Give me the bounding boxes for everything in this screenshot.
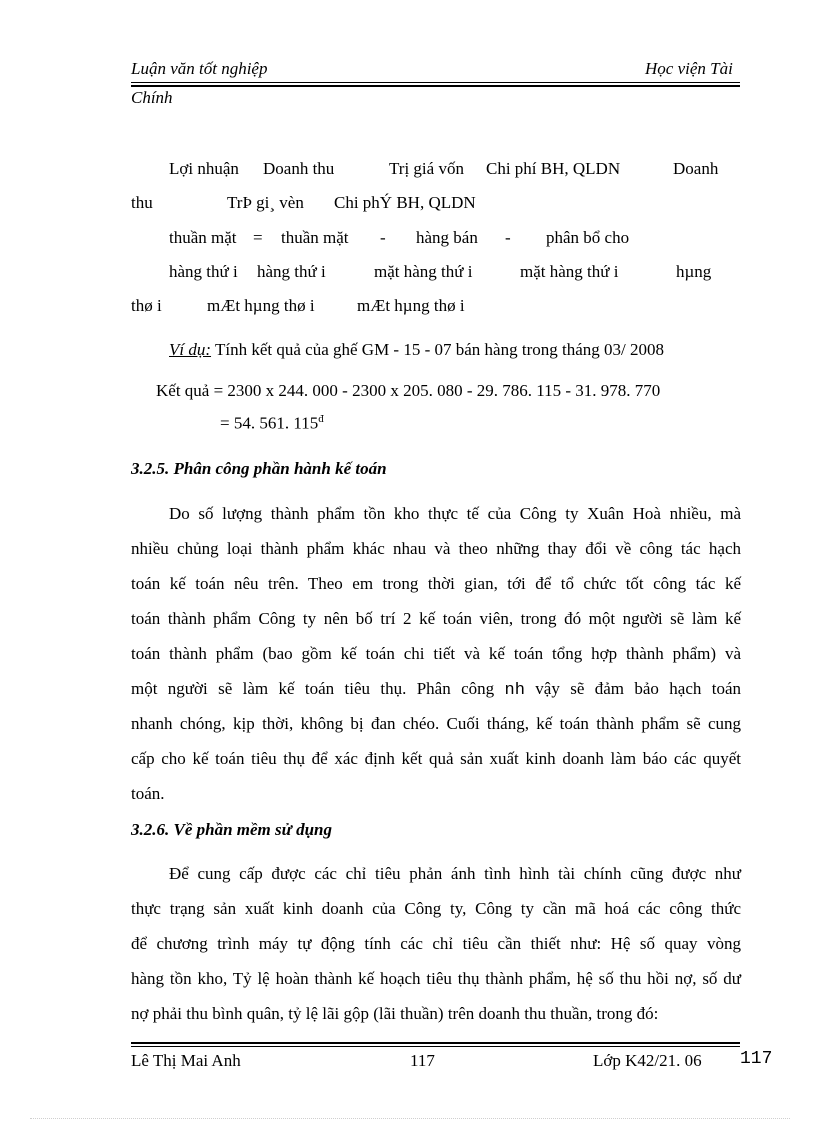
formula-cell: hàng thứ i <box>169 262 238 281</box>
example-result: = 54. 561. 115 <box>220 413 319 433</box>
formula-cell: thø i <box>131 296 162 315</box>
formula-cell: Doanh <box>673 159 719 178</box>
header-title-left: Luận văn tốt nghiệp <box>131 59 268 78</box>
paragraph-line: toán thành phẩm Công ty nên bố trí 2 kế toán viên, trong đó một người sẽ làm kế <box>131 609 741 628</box>
paragraph-line: nợ phải thu bình quân, tỷ lệ lãi gộp (lãi thuần) trên doanh thu thuần, trong đó: <box>131 1004 659 1023</box>
section-heading-325: 3.2.5. Phân công phần hành kế toán <box>131 459 387 478</box>
formula-cell: Doanh thu <box>263 159 335 178</box>
formula-cell: mặt hàng thứ i <box>520 262 619 281</box>
footer-rule-thin <box>131 1046 740 1047</box>
paragraph-line: cấp cho kế toán tiêu thụ để xác định kết quả sản xuất kinh doanh làm báo các quyết <box>131 749 741 768</box>
example-line <box>169 340 664 360</box>
paragraph-line: để chương trình máy tự động tính các chỉ tiêu cần thiết như: Hệ số quay vòng <box>131 934 741 953</box>
footer-page-number-mono: 117 <box>740 1049 773 1069</box>
formula-cell: hàng bán <box>416 228 478 247</box>
formula-cell: hàng thứ i <box>257 262 326 281</box>
paragraph-line: Để cung cấp được các chỉ tiêu phản ánh tình hình tài chính cũng được như <box>169 864 741 883</box>
paragraph-line: hàng tồn kho, Tỷ lệ hoàn thành kế hoạch tiêu thụ thành phẩm, hệ số thu hồi nợ, số dư <box>131 969 741 988</box>
formula-cell: mÆt hµng thø i <box>207 296 315 315</box>
formula-cell: phân bổ cho <box>546 228 630 247</box>
paragraph-line: toán kế toán nêu trên. Theo em trong thời gian, tới để tổ chức tốt công tác kế <box>131 574 741 593</box>
formula-cell: mặt hàng thứ i <box>374 262 473 281</box>
formula-cell: = <box>253 228 263 247</box>
paragraph-line: Do số lượng thành phẩm tồn kho thực tế của Công ty Xuân Hoà nhiều, mà <box>169 504 741 523</box>
formula-cell: - <box>380 228 386 247</box>
footer-rule-thick <box>131 1042 740 1044</box>
paragraph-line: nhanh chóng, kịp thời, không bị đan chéo. Cuối tháng, kế toán thành phẩm sẽ cung <box>131 714 741 733</box>
formula-cell: thuần mặt <box>281 228 349 247</box>
formula-cell: thu <box>131 193 153 212</box>
example-calc-line-2 <box>220 413 324 434</box>
paragraph-line: toán. <box>131 784 165 803</box>
section-heading-326: 3.2.6. Về phần mềm sử dụng <box>131 820 332 839</box>
example-text: Tính kết quả của ghế GM - 15 - 07 bán hàng trong tháng 03/ 2008 <box>214 340 664 359</box>
header-continuation: Chính <box>131 88 173 107</box>
footer-page-number: 117 <box>410 1051 435 1070</box>
page-bottom-dotted-line <box>30 1118 790 1119</box>
formula-cell: Chi phÝ BH, QLDN <box>334 193 476 212</box>
header-title-right: Học viện Tài <box>645 59 733 78</box>
paragraph-line-mixed <box>131 671 741 706</box>
formula-cell: Trị giá vốn <box>389 159 464 178</box>
formula-cell: Lợi nhuận <box>169 159 239 178</box>
formula-cell: thuần mặt <box>169 228 237 247</box>
footer-author: Lê Thị Mai Anh <box>131 1051 241 1070</box>
formula-cell: Chi phí BH, QLDN <box>486 159 621 178</box>
header-rule-thin <box>131 82 740 83</box>
header-rule-thick <box>131 85 740 87</box>
example-calc-line-1: Kết quả = 2300 x 244. 000 - 2300 x 205. 080 - 29. 786. 115 - 31. 978. 770 <box>156 381 661 400</box>
mono-fragment: nh <box>504 681 525 700</box>
paragraph-line: thực trạng sản xuất kinh doanh của Công ty, Công ty cần mã hoá các công thức <box>131 899 741 918</box>
formula-cell: mÆt hµng thø i <box>357 296 465 315</box>
paragraph-fragment: vậy sẽ đảm bảo hạch toán <box>535 679 742 698</box>
section-325-paragraph <box>131 496 741 811</box>
paragraph-line: toán thành phẩm (bao gồm kế toán chi tiết và kế toán tổng hợp thành phẩm) và <box>131 644 741 663</box>
formula-cell: - <box>505 228 511 247</box>
footer-class: Lớp K42/21. 06 <box>593 1051 702 1070</box>
formula-cell: TrÞ gi¸ vèn <box>227 193 304 212</box>
currency-superscript: đ <box>318 413 324 425</box>
formula-cell: hµng <box>676 262 712 281</box>
example-label: Ví dụ: <box>169 340 212 359</box>
section-326-paragraph <box>131 856 741 1031</box>
paragraph-fragment: một người sẽ làm kế toán tiêu thụ. Phân công <box>131 679 495 698</box>
paragraph-line: nhiều chủng loại thành phẩm khác nhau và theo những thay đổi về công tác hạch <box>131 539 741 558</box>
